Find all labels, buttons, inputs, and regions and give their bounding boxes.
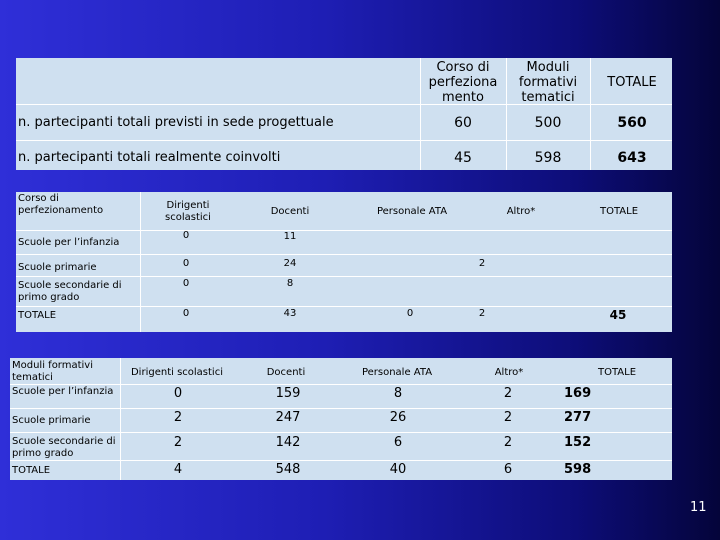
- t3-row1-totale: 169: [564, 386, 592, 401]
- t3-row2-dirigenti: 2: [173, 410, 183, 425]
- t2-total-label: TOTALE: [18, 310, 57, 321]
- t1-header-corso: Corso di perfeziona mento: [428, 60, 498, 105]
- t2-row2-label: Scuole primarie: [18, 262, 97, 273]
- t3-header-altro: Altro*: [494, 367, 524, 378]
- t2-total-totale: 45: [609, 308, 627, 322]
- t1-header-moduli: Moduli formativi tematici: [518, 60, 578, 105]
- t3-header-totale: TOTALE: [597, 367, 637, 378]
- t3-row2-altro: 2: [503, 410, 513, 425]
- t2-row1-dirigenti: 0: [182, 230, 190, 241]
- t3-header-ata: Personale ATA: [361, 367, 433, 378]
- t2-total-dirigenti: 0: [182, 308, 190, 319]
- t2-row3-docenti: 8: [286, 278, 294, 289]
- t2-row1-label: Scuole per l’infanzia: [18, 237, 120, 248]
- t2-total-docenti: 43: [283, 308, 297, 319]
- t2-total-altro: 2: [478, 308, 486, 319]
- t3-row1-ata: 8: [393, 386, 403, 401]
- t3-row2-totale: 277: [564, 410, 592, 425]
- t3-title: Moduli formativi tematici: [12, 360, 94, 383]
- t1-header-totale: TOTALE: [607, 75, 657, 90]
- t2-header-ata: Personale ATA: [376, 206, 448, 217]
- t3-row2-label: Scuole primarie: [12, 415, 91, 426]
- t2-row3-dirigenti: 0: [182, 278, 190, 289]
- t2-row1-docenti: 11: [283, 231, 297, 242]
- t3-row1-altro: 2: [503, 386, 513, 401]
- t3-row3-ata: 6: [393, 435, 403, 450]
- t3-header-dirigenti: Dirigenti scolastici: [130, 367, 223, 378]
- t2-total-ata: 0: [406, 308, 414, 319]
- t1-row2-moduli: 598: [534, 150, 562, 166]
- t3-total-altro: 6: [503, 462, 513, 477]
- t2-header-docenti: Docenti: [270, 206, 310, 217]
- t2-row2-docenti: 24: [283, 258, 297, 269]
- t2-header-totale: TOTALE: [599, 206, 639, 217]
- t3-total-label: TOTALE: [12, 465, 51, 476]
- t2-row2-altro: 2: [478, 258, 486, 269]
- t3-row2-ata: 26: [389, 410, 407, 425]
- t1-row2-label: n. partecipanti totali realmente coinvolti: [18, 150, 281, 165]
- t1-row1-moduli: 500: [534, 115, 562, 131]
- t1-row1-totale: 560: [617, 115, 647, 131]
- t3-row1-label: Scuole per l’infanzia: [12, 386, 114, 397]
- t3-row1-dirigenti: 0: [173, 386, 183, 401]
- page-number: 11: [690, 500, 707, 515]
- t3-row3-dirigenti: 2: [173, 435, 183, 450]
- t3-row3-altro: 2: [503, 435, 513, 450]
- t3-total-totale: 598: [564, 462, 592, 477]
- t2-title: Corso di perfezionamento: [18, 193, 104, 216]
- t3-header-docenti: Docenti: [266, 367, 306, 378]
- t3-row3-docenti: 142: [275, 435, 301, 450]
- t2-row2-dirigenti: 0: [182, 258, 190, 269]
- t1-row1-corso: 60: [454, 115, 472, 131]
- t3-row2-docenti: 247: [275, 410, 301, 425]
- t2-header-dirigenti: Dirigenti scolastici: [165, 200, 211, 223]
- t3-total-dirigenti: 4: [173, 462, 183, 477]
- t2-header-altro: Altro*: [506, 206, 536, 217]
- t3-row3-totale: 152: [564, 435, 592, 450]
- t3-total-docenti: 548: [275, 462, 301, 477]
- t3-total-ata: 40: [389, 462, 407, 477]
- t3-row3-label: Scuole secondarie di primo grado: [12, 436, 116, 459]
- t1-row2-totale: 643: [617, 150, 647, 166]
- t3-row1-docenti: 159: [275, 386, 301, 401]
- t1-row2-corso: 45: [454, 150, 472, 166]
- t1-row1-label: n. partecipanti totali previsti in sede progettuale: [18, 115, 334, 130]
- t2-row3-label: Scuole secondarie di primo grado: [18, 280, 122, 303]
